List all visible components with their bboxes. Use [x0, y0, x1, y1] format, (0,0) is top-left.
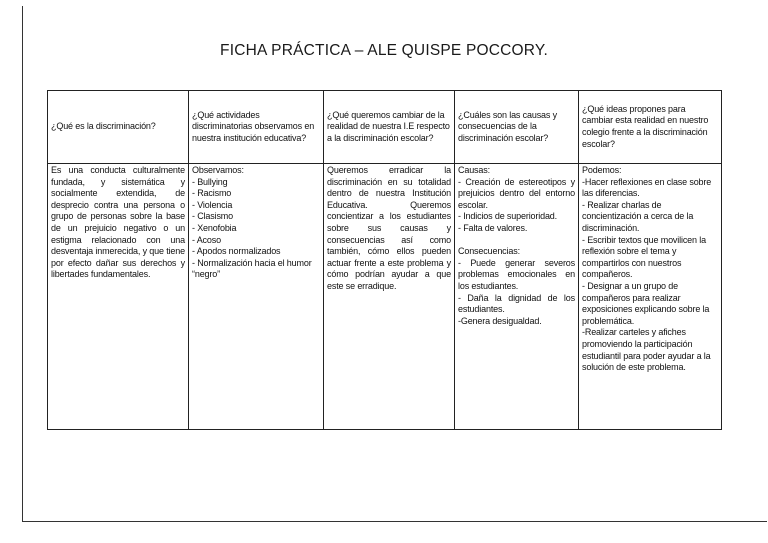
consequence-item: - Puede generar severos problemas emocionales en los estudiantes.	[458, 257, 575, 291]
activities-cell	[189, 164, 324, 430]
header-cell-activities: ¿Qué actividades discriminatorias observamos en nuestra institución educativa?	[189, 91, 324, 164]
idea-item: -Realizar carteles y afiches promoviendo la participación estudiantil para poder ayudar a la solución de este problema.	[582, 327, 711, 373]
cause-item: - Creación de estereotipos y prejuicios dentro del entorno escolar.	[458, 176, 575, 210]
consequences-label: Consecuencias:	[458, 246, 520, 257]
activity-item: - Apodos normalizados	[192, 246, 281, 257]
document-title: FICHA PRÁCTICA – ALE QUISPE POCCORY.	[220, 42, 548, 59]
header-cell-ideas: ¿Qué ideas propones para cambiar esta realidad en nuestro colegio frente a la discriminación escolar?	[579, 91, 722, 164]
cause-item: - Indicios de superioridad.	[458, 211, 558, 222]
definition-cell	[48, 164, 189, 430]
activity-item: - Violencia	[192, 199, 233, 210]
change-cell	[324, 164, 455, 430]
activity-item: - Xenofobia	[192, 222, 237, 233]
idea-item: - Designar a un grupo de compañeros para realizar exposiciones explicando sobre la problemática.	[582, 280, 710, 326]
consequence-item: - Daña la dignidad de los estudiantes.	[458, 292, 575, 315]
ideas-intro: Podemos:	[582, 165, 622, 175]
activity-item: - Bullying	[192, 176, 228, 187]
header-cell-change: ¿Qué queremos cambiar de la realidad de nuestra I.E respecto a la discriminación escolar?	[324, 91, 455, 164]
activity-item: - Acoso	[192, 234, 221, 245]
spacer	[458, 235, 575, 247]
activity-item: - Clasismo	[192, 211, 234, 222]
cause-item: - Falta de valores.	[458, 222, 528, 233]
header-row	[48, 91, 722, 164]
change-text: Queremos erradicar la discriminación en su totalidad dentro de nuestra Institución Educativa. Queremos concientizar a los estudiantes sobre sus causas y consecuencias así como también, cómo ellos pueden actuar frente a este problema y cómo podrían ayudar a que este se erradique.	[327, 165, 451, 291]
header-cell-definition: ¿Qué es la discriminación?	[48, 91, 189, 164]
idea-item: - Escribir textos que movilicen la reflexión sobre el tema y compartirlos con nuestros compañeros.	[582, 234, 706, 280]
idea-item: - Realizar charlas de concientización a cerca de la discriminación.	[582, 199, 694, 233]
definition-text: Es una conducta culturalmente fundada, y sistemática y socialmente extendida, de desprecio contra una persona o grupo de personas sobre la base de un prejuicio negativo o un estigma relacionado con una desventaja inmerecida, y que tiene por efecto dañar sus derechos y libertades fundamentales.	[51, 165, 185, 280]
activity-item: - Normalización hacia el humor “negro”	[192, 257, 312, 280]
practice-sheet-table	[47, 90, 722, 430]
ideas-cell	[579, 164, 722, 430]
consequence-item: -Genera desigualdad.	[458, 315, 542, 326]
header-cell-causes: ¿Cuáles son las causas y consecuencias de la discriminación escolar?	[455, 91, 579, 164]
causes-label: Causas:	[458, 165, 490, 175]
idea-item: -Hacer reflexiones en clase sobre las diferencias.	[582, 176, 712, 199]
content-row	[48, 164, 722, 430]
activity-item: - Racismo	[192, 188, 232, 199]
causes-cell	[455, 164, 579, 430]
activities-intro: Observamos:	[192, 165, 244, 175]
